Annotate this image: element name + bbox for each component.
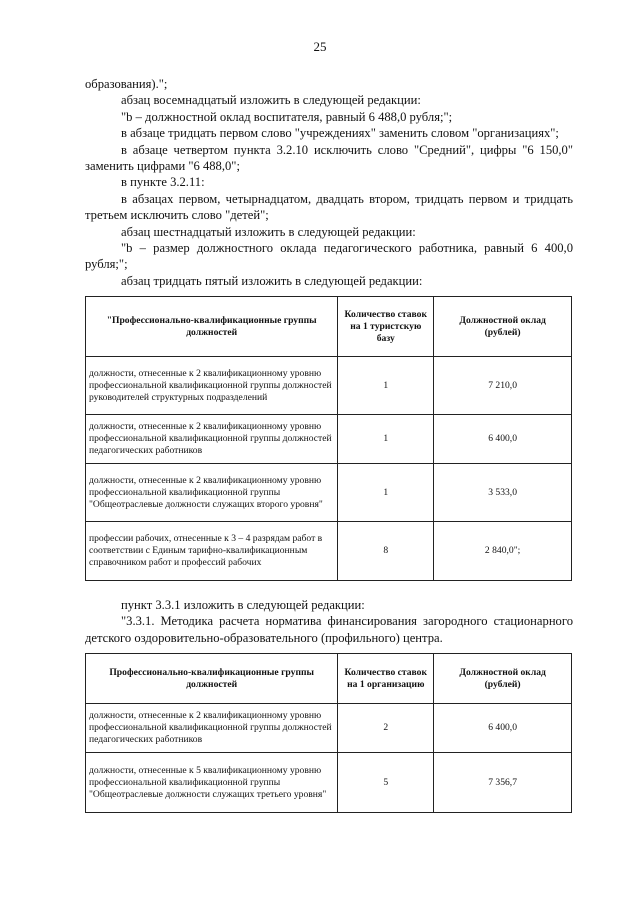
intro-paragraphs (85, 76, 573, 289)
table-cell: должности, отнесенные к 2 квалификационному уровню профессиональной квалификационной группы должностей педагогических работников (86, 415, 338, 464)
table-cell: 2 (338, 704, 434, 753)
middle-paragraphs (85, 597, 573, 646)
paragraph: абзац восемнадцатый изложить в следующей редакции: (121, 93, 421, 108)
table-row (86, 753, 572, 813)
table-cell: 8 (338, 522, 434, 581)
table-cell: 1 (338, 357, 434, 415)
table-cell: 7 356,7 (434, 753, 572, 813)
paragraph: в абзаце тридцать первом слово "учреждениях" заменить словом "организациях"; (121, 126, 559, 141)
table-row (86, 415, 572, 464)
table-cell: должности, отнесенные к 2 квалификационному уровню профессиональной квалификационной группы должностей педагогических работников (86, 704, 338, 753)
table-header-row (86, 297, 572, 357)
table-row (86, 357, 572, 415)
paragraph: абзац тридцать пятый изложить в следующей редакции: (121, 273, 423, 288)
table-cell: должности, отнесенные к 2 квалификационному уровню профессиональной квалификационной группы "Общеотраслевые должности служащих второго уровня" (86, 464, 338, 522)
table-cell: 1 (338, 464, 434, 522)
column-header: Должностной оклад (рублей) (434, 654, 572, 704)
table-cell: 5 (338, 753, 434, 813)
paragraph: в пункте 3.2.11: (121, 175, 205, 190)
table-cell: 6 400,0 (434, 704, 572, 753)
paragraph: пункт 3.3.1 изложить в следующей редакции: (121, 598, 365, 612)
table-cell: 3 533,0 (434, 464, 572, 522)
column-header: Профессионально-квалификационные группы должностей (86, 654, 338, 704)
table-header-row (86, 654, 572, 704)
table-cell: 1 (338, 415, 434, 464)
table-cell: 7 210,0 (434, 357, 572, 415)
staff-table-organization (85, 653, 572, 813)
table-cell: 6 400,0 (434, 415, 572, 464)
paragraph: в абзацах первом, четырнадцатом, двадцать втором, тридцать первом и тридцать третьем исключить слово "детей"; (85, 191, 573, 223)
column-header: Количество ставок на 1 организацию (338, 654, 434, 704)
table-row (86, 522, 572, 581)
column-header: Количество ставок на 1 туристскую базу (338, 297, 434, 357)
paragraph: в абзаце четвертом пункта 3.2.10 исключить слово "Средний", цифры "6 150,0" заменить цифрами "6 488,0"; (85, 142, 573, 174)
staff-table-tourist-base (85, 296, 572, 581)
table-row (86, 464, 572, 522)
paragraph: "b – размер должностного оклада педагогического работника, равный 6 400,0 рубля;"; (85, 241, 573, 272)
table-cell: 2 840,0"; (434, 522, 572, 581)
paragraph: "3.3.1. Методика расчета норматива финансирования загородного стационарного детского оздоровительно-образовательного (профильного) центра. (85, 614, 573, 645)
table-cell: должности, отнесенные к 2 квалификационному уровню профессиональной квалификационной группы должностей руководителей структурных подразделений (86, 357, 338, 415)
paragraph: "b – должностной оклад воспитателя, равный 6 488,0 рубля;"; (121, 109, 453, 124)
table-cell: должности, отнесенные к 5 квалификационному уровню профессиональной квалификационной группы "Общеотраслевые должности служащих третьего уровня" (86, 753, 338, 813)
paragraph: образования)."; (85, 77, 168, 91)
column-header: "Профессионально-квалификационные группы должностей (86, 297, 338, 357)
paragraph: абзац шестнадцатый изложить в следующей редакции: (121, 224, 416, 239)
column-header: Должностной оклад (рублей) (434, 297, 572, 357)
table-cell: профессии рабочих, отнесенные к 3 – 4 разрядам работ в соответствии с Единым тарифно-квалификационным справочником работ и профессий рабочих (86, 522, 338, 581)
page-number: 25 (313, 39, 327, 54)
table-row (86, 704, 572, 753)
